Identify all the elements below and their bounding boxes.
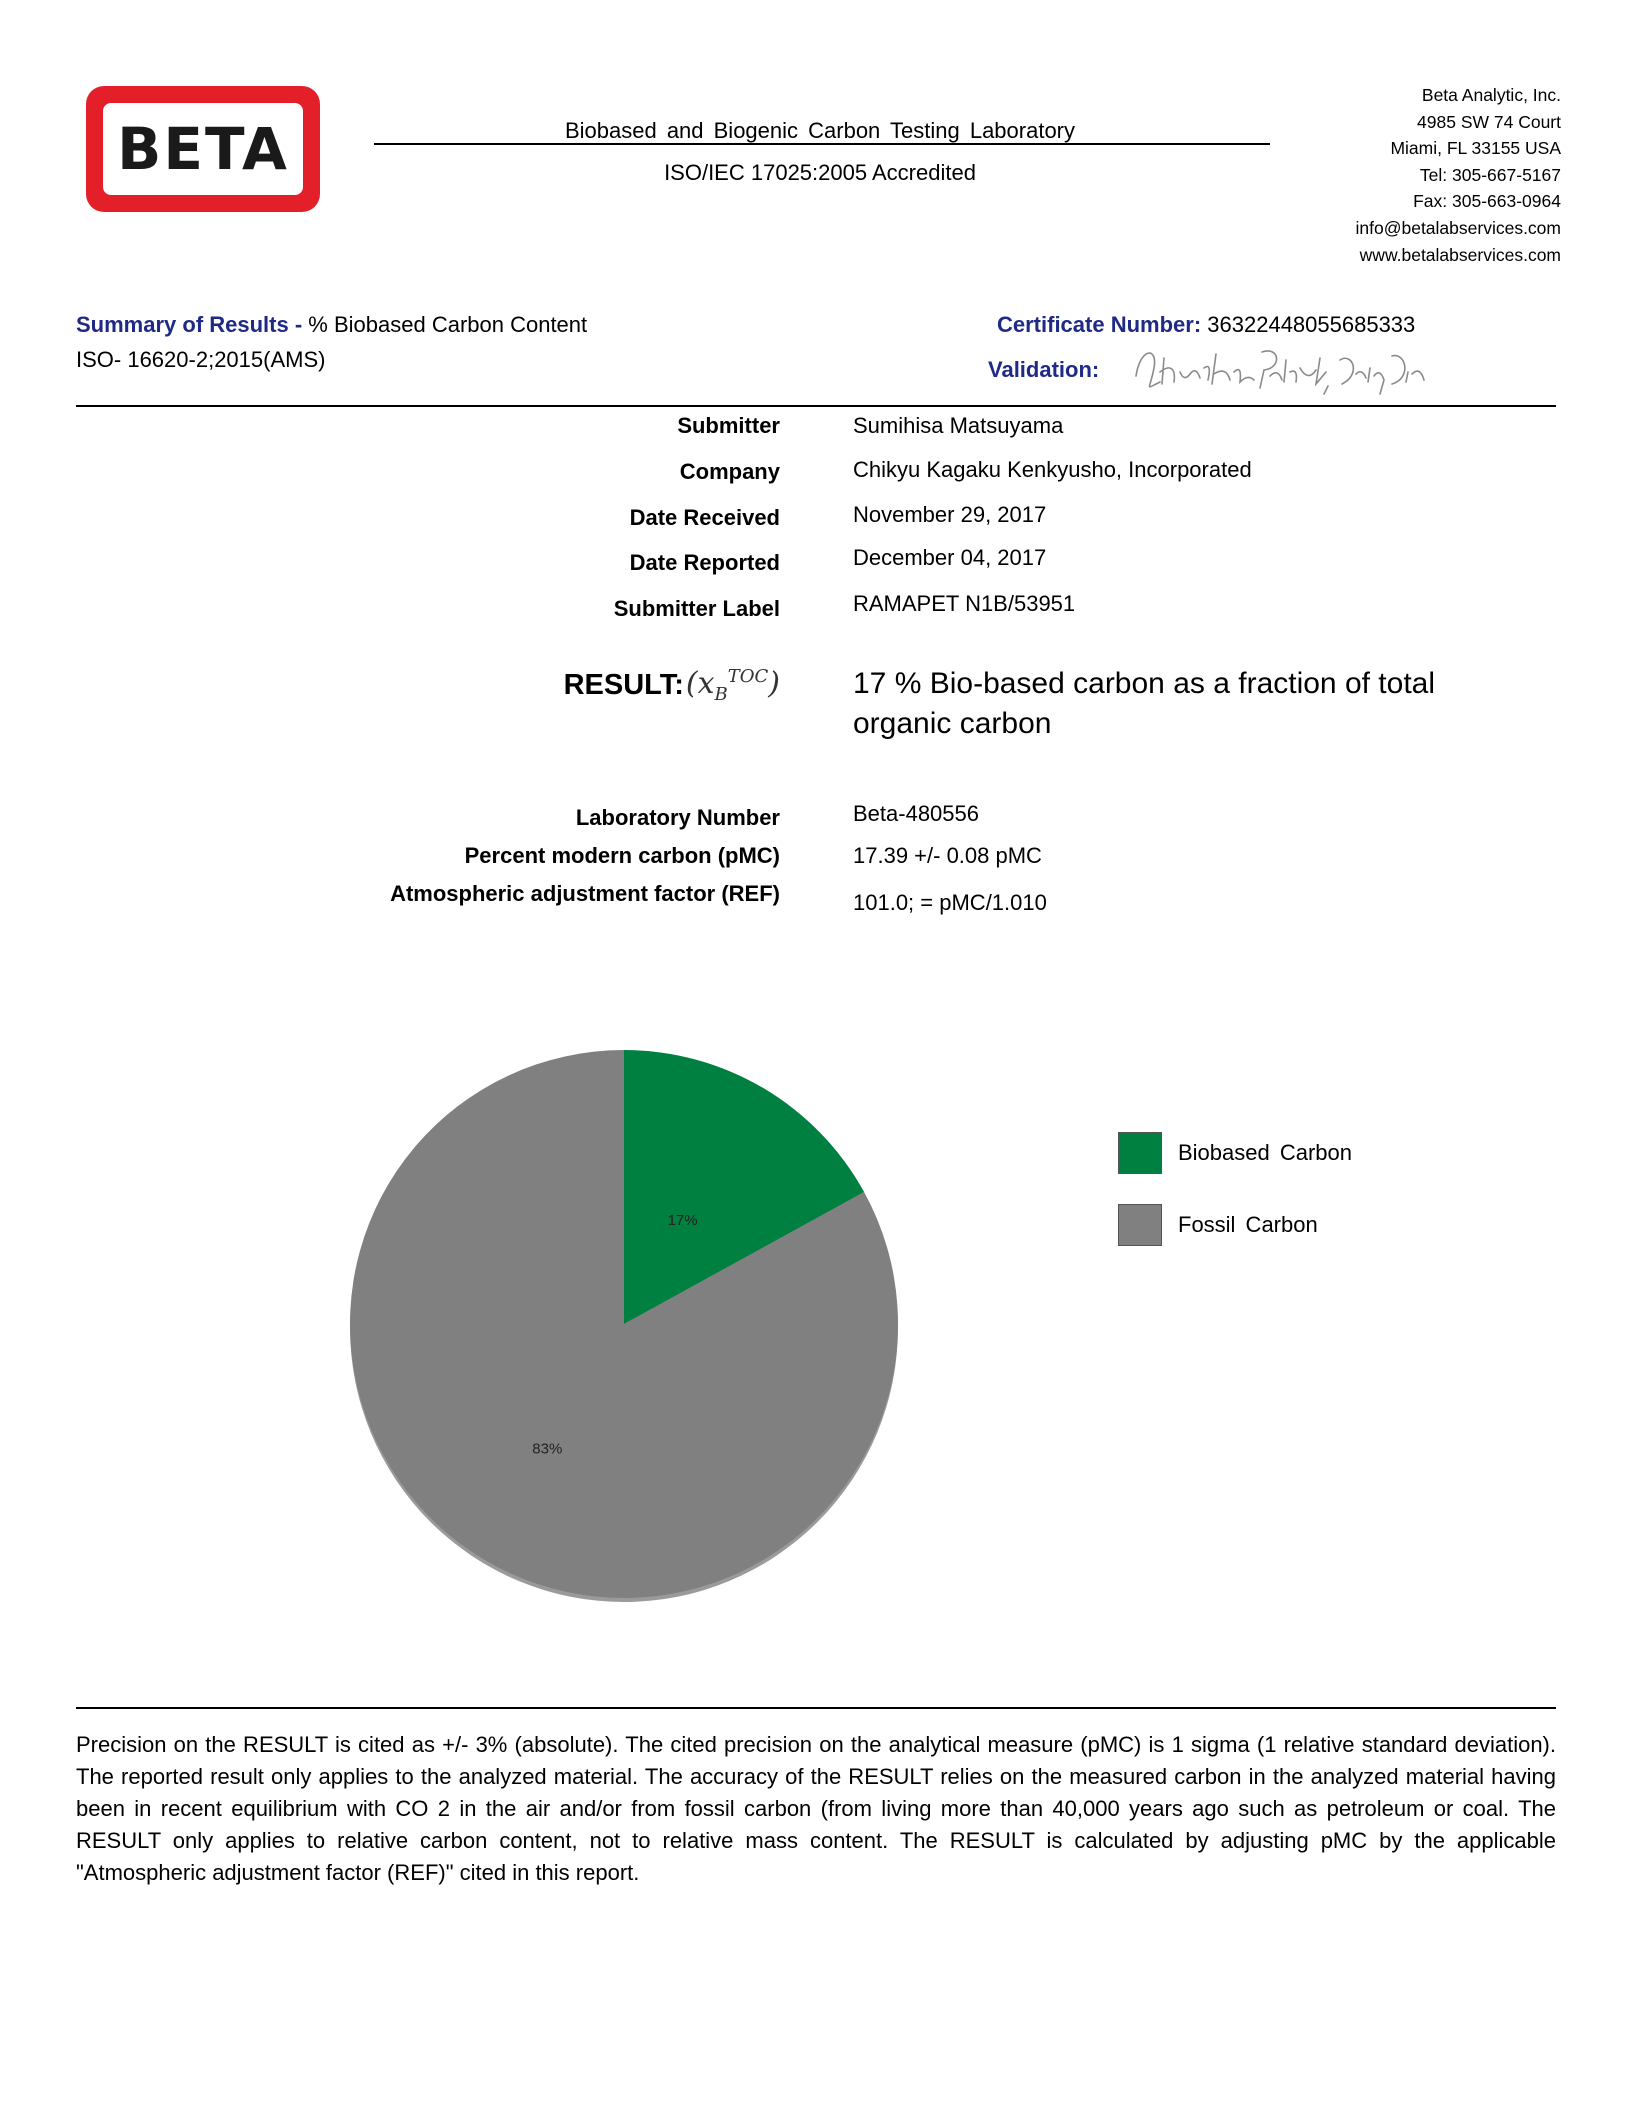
legend-item-fossil [1118,1204,1352,1246]
legend-swatch-biobased [1118,1132,1162,1174]
summary-value: % Biobased Carbon Content [308,312,588,337]
pie-label-fossil: 83% [532,1440,563,1458]
certificate-number: 36322448055685333 [1207,312,1416,337]
submitter-label-label: Submitter Label [613,596,780,621]
summary-line [76,312,587,338]
address-email[interactable]: info@betalabservices.com [1355,217,1561,238]
address-company: Beta Analytic, Inc. [1421,85,1561,105]
validation-label: Validation: [988,357,1100,382]
result-label-text: RESULT: [563,669,684,701]
chart-legend [1118,1132,1352,1276]
submitter-value: Sumihisa Matsuyama [853,413,1064,438]
submitter-label: Submitter [677,413,780,438]
address-street: 4985 SW 74 Court [1417,111,1561,132]
pmc-value: 17.39 +/- 0.08 pMC [853,843,1042,868]
submitter-label-value: RAMAPET N1B/53951 [853,591,1076,616]
date-reported-value: December 04, 2017 [853,545,1047,570]
date-received-label: Date Received [629,505,780,530]
ref-value: 101.0; = pMC/1.010 [853,890,1047,915]
result-value: 17 % Bio-based carbon as a fraction of total organic carbon [853,667,1436,740]
result-formula: $(x_B^{TOC})$ [685,666,780,705]
logo-inner [103,103,303,195]
formula-sup: TOC [727,666,769,687]
bottom-divider [76,1707,1556,1709]
beta-logo [86,86,320,212]
top-divider [76,405,1556,407]
legend-item-biobased [1118,1132,1352,1174]
address-web[interactable]: www.betalabservices.com [1359,244,1561,265]
accreditation: ISO/IEC 17025:2005 Accredited [664,160,976,185]
lab-number-value: Beta-480556 [853,801,979,826]
date-received-value: November 29, 2017 [853,502,1047,527]
title-underline [374,143,1270,145]
lab-title: Biobased and Biogenic Carbon Testing Laboratory [564,118,1076,143]
result-label [564,666,780,705]
date-reported-label: Date Reported [629,550,780,575]
ref-label: Atmospheric adjustment factor (REF) [390,881,780,906]
pie-chart [340,1040,920,1620]
address-city: Miami, FL 33155 USA [1390,138,1561,159]
legend-label-biobased: Biobased Carbon [1178,1140,1353,1165]
logo-text: BETA [117,115,289,183]
company-value: Chikyu Kagaku Kenkyusho, Incorporated [853,457,1252,482]
signature [1130,338,1430,398]
address-tel: Tel: 305-667-5167 [1419,164,1561,185]
legend-swatch-fossil [1118,1204,1162,1246]
lab-number-label: Laboratory Number [575,805,780,830]
precision-note: Precision on the RESULT is cited as +/- 3% (absolute). The cited precision on the analytical measure (pMC) is 1 sigma (1 relative standard deviation). The reported result only applies to the analyzed material. The accuracy of the RESULT relies on the measured carbon in the analyzed material having been in recent equilibrium with CO 2 in the air and/or from fossil carbon (from living more than 40,000 years ago such as petroleum or coal. The RESULT only applies to relative carbon content, not to relative mass content. The RESULT is calculated by adjusting pMC by the applicable "Atmospheric adjustment factor (REF)" cited in this report. [76,1732,1556,1885]
company-address [1356,82,1562,268]
certificate-label: Certificate Number: [997,312,1202,337]
pmc-label: Percent modern carbon (pMC) [464,843,780,868]
summary-label: Summary of Results - [76,312,303,337]
method-line: ISO- 16620-2;2015(AMS) [76,347,326,372]
address-fax: Fax: 305-663-0964 [1413,191,1561,212]
certificate-line [997,312,1415,338]
formula-sub: B [714,684,728,705]
formula-base: x [697,666,715,701]
company-label: Company [679,459,780,484]
pie-label-biobased: 17% [667,1211,698,1229]
legend-label-fossil: Fossil Carbon [1178,1212,1318,1237]
